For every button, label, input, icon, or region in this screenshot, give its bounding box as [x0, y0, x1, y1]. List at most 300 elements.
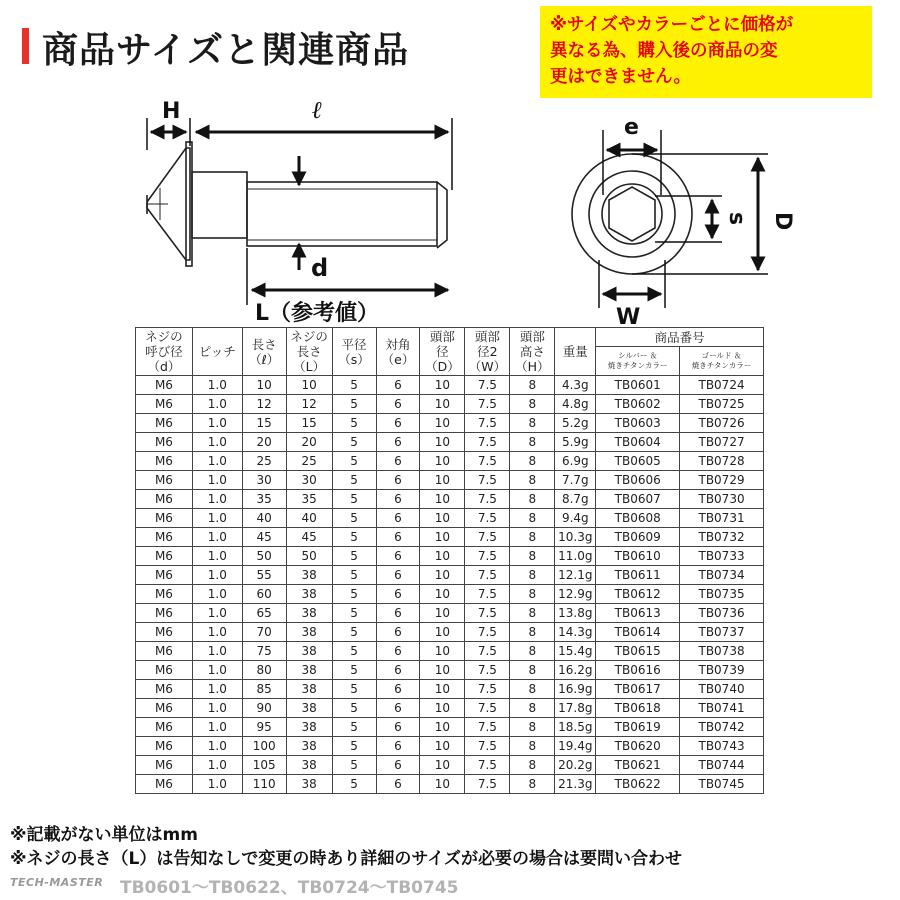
table-cell: 30 — [242, 471, 286, 490]
table-cell: 4.8g — [555, 395, 596, 414]
table-cell: 5 — [332, 718, 376, 737]
table-cell: 1.0 — [192, 623, 242, 642]
table-cell: 15 — [286, 414, 332, 433]
table-cell: 8 — [510, 395, 555, 414]
table-cell: 100 — [242, 737, 286, 756]
table-cell: 5.9g — [555, 433, 596, 452]
table-cell: 8 — [510, 623, 555, 642]
header-silver: シルバー ＆ 焼きチタンカラー — [596, 347, 680, 376]
table-cell: 6 — [376, 528, 420, 547]
table-cell: 5 — [332, 604, 376, 623]
label-H: H — [162, 99, 181, 124]
table-cell: 5 — [332, 509, 376, 528]
table-cell: 6 — [376, 737, 420, 756]
table-cell: TB0604 — [596, 433, 680, 452]
table-cell: TB0725 — [680, 395, 764, 414]
table-cell: TB0743 — [680, 737, 764, 756]
table-cell: M6 — [136, 718, 193, 737]
table-cell: 10 — [420, 737, 465, 756]
table-cell: 8 — [510, 680, 555, 699]
header-gold: ゴールド ＆ 焼きチタンカラー — [680, 347, 764, 376]
table-cell: 5 — [332, 395, 376, 414]
table-cell: TB0741 — [680, 699, 764, 718]
table-row — [136, 452, 764, 471]
table-cell: 1.0 — [192, 452, 242, 471]
table-cell: 1.0 — [192, 509, 242, 528]
table-cell: TB0619 — [596, 718, 680, 737]
table-cell: 38 — [286, 737, 332, 756]
table-cell: M6 — [136, 623, 193, 642]
table-cell: 7.7g — [555, 471, 596, 490]
table-cell: 6 — [376, 395, 420, 414]
table-cell: 1.0 — [192, 585, 242, 604]
table-row — [136, 775, 764, 794]
table-cell: 70 — [242, 623, 286, 642]
table-cell: 20.2g — [555, 756, 596, 775]
table-cell: 5 — [332, 414, 376, 433]
bolt-side-view — [147, 142, 447, 266]
table-cell: 8 — [510, 509, 555, 528]
table-cell: 5 — [332, 490, 376, 509]
table-cell: 6.9g — [555, 452, 596, 471]
table-cell: 45 — [286, 528, 332, 547]
table-cell: TB0737 — [680, 623, 764, 642]
table-cell: M6 — [136, 490, 193, 509]
price-notice — [540, 6, 872, 98]
table-cell: 38 — [286, 661, 332, 680]
table-cell: TB0607 — [596, 490, 680, 509]
table-cell: 38 — [286, 623, 332, 642]
table-cell: TB0730 — [680, 490, 764, 509]
table-cell: M6 — [136, 737, 193, 756]
table-cell: 10.3g — [555, 528, 596, 547]
table-cell: 5 — [332, 528, 376, 547]
notice-line-2: 異なる為、購入後の商品の変 — [550, 41, 778, 61]
table-cell: 5 — [332, 566, 376, 585]
table-cell: 6 — [376, 756, 420, 775]
table-row — [136, 566, 764, 585]
table-cell: 60 — [242, 585, 286, 604]
table-row — [136, 756, 764, 775]
table-cell: 40 — [286, 509, 332, 528]
table-cell: 6 — [376, 566, 420, 585]
table-cell: 8 — [510, 528, 555, 547]
header-head-d: 頭部 径 （D） — [420, 328, 465, 376]
table-cell: 1.0 — [192, 718, 242, 737]
table-cell: 7.5 — [465, 395, 510, 414]
table-cell: 30 — [286, 471, 332, 490]
table-cell: 10 — [420, 775, 465, 794]
table-cell: 18.5g — [555, 718, 596, 737]
table-cell: 8 — [510, 737, 555, 756]
table-cell: TB0740 — [680, 680, 764, 699]
table-cell: 45 — [242, 528, 286, 547]
table-cell: 7.5 — [465, 680, 510, 699]
table-row — [136, 509, 764, 528]
table-cell: 17.8g — [555, 699, 596, 718]
table-cell: 10 — [420, 642, 465, 661]
table-cell: 5 — [332, 623, 376, 642]
table-cell: 8 — [510, 376, 555, 395]
table-cell: 85 — [242, 680, 286, 699]
table-cell: 1.0 — [192, 528, 242, 547]
table-cell: 6 — [376, 623, 420, 642]
table-cell: 5 — [332, 433, 376, 452]
table-cell: TB0728 — [680, 452, 764, 471]
table-cell: 6 — [376, 490, 420, 509]
table-row — [136, 623, 764, 642]
table-cell: 7.5 — [465, 718, 510, 737]
table-cell: 1.0 — [192, 376, 242, 395]
table-cell: 10 — [420, 528, 465, 547]
table-cell: 38 — [286, 604, 332, 623]
table-cell: TB0724 — [680, 376, 764, 395]
table-cell: M6 — [136, 452, 193, 471]
table-cell: 10 — [420, 471, 465, 490]
table-cell: M6 — [136, 775, 193, 794]
header-corner: 対角 （e） — [376, 328, 420, 376]
table-cell: M6 — [136, 585, 193, 604]
label-e: e — [624, 115, 639, 140]
table-cell: TB0614 — [596, 623, 680, 642]
table-cell: 14.3g — [555, 623, 596, 642]
table-row — [136, 471, 764, 490]
table-cell: 8 — [510, 699, 555, 718]
table-cell: 7.5 — [465, 566, 510, 585]
table-cell: 8 — [510, 642, 555, 661]
table-cell: 95 — [242, 718, 286, 737]
table-cell: 8 — [510, 604, 555, 623]
table-cell: 35 — [286, 490, 332, 509]
table-cell: TB0738 — [680, 642, 764, 661]
footnote-units: ※記載がない単位はmm — [10, 825, 198, 845]
table-cell: M6 — [136, 414, 193, 433]
label-s: s — [724, 212, 749, 226]
table-cell: 10 — [420, 661, 465, 680]
table-cell: 8 — [510, 756, 555, 775]
table-cell: TB0735 — [680, 585, 764, 604]
table-cell: 35 — [242, 490, 286, 509]
table-cell: 19.4g — [555, 737, 596, 756]
table-cell: 25 — [242, 452, 286, 471]
table-cell: 6 — [376, 585, 420, 604]
table-cell: 55 — [242, 566, 286, 585]
table-cell: 12.1g — [555, 566, 596, 585]
table-cell: 10 — [420, 490, 465, 509]
footnote-thread-length: ※ネジの長さ（L）は告知なしで変更の時あり詳細のサイズが必要の場合は要問い合わせ — [10, 849, 682, 869]
table-cell: 12 — [242, 395, 286, 414]
table-cell: 16.2g — [555, 661, 596, 680]
table-cell: TB0612 — [596, 585, 680, 604]
table-cell: TB0609 — [596, 528, 680, 547]
table-cell: 10 — [420, 452, 465, 471]
table-cell: 10 — [420, 680, 465, 699]
label-D: D — [770, 212, 795, 231]
table-cell: 7.5 — [465, 471, 510, 490]
table-cell: 1.0 — [192, 756, 242, 775]
table-cell: TB0727 — [680, 433, 764, 452]
table-cell: M6 — [136, 433, 193, 452]
table-cell: M6 — [136, 395, 193, 414]
table-cell: 7.5 — [465, 376, 510, 395]
table-cell: TB0622 — [596, 775, 680, 794]
table-cell: 105 — [242, 756, 286, 775]
table-cell: TB0616 — [596, 661, 680, 680]
table-cell: TB0731 — [680, 509, 764, 528]
table-row — [136, 490, 764, 509]
table-cell: 5 — [332, 642, 376, 661]
table-cell: 6 — [376, 547, 420, 566]
table-cell: 1.0 — [192, 775, 242, 794]
table-cell: 38 — [286, 699, 332, 718]
label-d: d — [311, 254, 329, 282]
table-cell: 1.0 — [192, 414, 242, 433]
table-cell: 1.0 — [192, 471, 242, 490]
header-length: 長さ （ℓ） — [242, 328, 286, 376]
table-cell: TB0733 — [680, 547, 764, 566]
bolt-end-view — [572, 154, 692, 274]
table-cell: 12.9g — [555, 585, 596, 604]
table-cell: 7.5 — [465, 490, 510, 509]
table-cell: 1.0 — [192, 547, 242, 566]
table-cell: 10 — [286, 376, 332, 395]
header-head-h: 頭部 高さ （H） — [510, 328, 555, 376]
table-cell: 5 — [332, 699, 376, 718]
table-cell: 8 — [510, 661, 555, 680]
table-cell: TB0605 — [596, 452, 680, 471]
table-cell: 12 — [286, 395, 332, 414]
table-cell: 6 — [376, 376, 420, 395]
spec-table — [135, 327, 764, 794]
table-cell: M6 — [136, 547, 193, 566]
table-cell: 7.5 — [465, 661, 510, 680]
table-cell: 10 — [420, 395, 465, 414]
table-cell: 8 — [510, 775, 555, 794]
table-cell: 50 — [242, 547, 286, 566]
table-cell: 16.9g — [555, 680, 596, 699]
table-cell: 50 — [286, 547, 332, 566]
table-row — [136, 376, 764, 395]
table-cell: TB0745 — [680, 775, 764, 794]
table-cell: 1.0 — [192, 433, 242, 452]
table-cell: 5 — [332, 775, 376, 794]
table-cell: 10 — [420, 566, 465, 585]
label-L: L（参考値） — [255, 301, 380, 326]
table-cell: TB0610 — [596, 547, 680, 566]
table-cell: 7.5 — [465, 699, 510, 718]
table-cell: 21.3g — [555, 775, 596, 794]
table-cell: 6 — [376, 471, 420, 490]
table-cell: 10 — [420, 414, 465, 433]
table-cell: 38 — [286, 585, 332, 604]
table-cell: 10 — [420, 718, 465, 737]
table-cell: 8 — [510, 433, 555, 452]
table-cell: 1.0 — [192, 699, 242, 718]
table-cell: 8 — [510, 452, 555, 471]
table-cell: 1.0 — [192, 566, 242, 585]
table-cell: 38 — [286, 718, 332, 737]
table-cell: 5 — [332, 737, 376, 756]
table-cell: 1.0 — [192, 680, 242, 699]
table-cell: 5 — [332, 452, 376, 471]
notice-line-1: ※サイズやカラーごとに価格が — [550, 15, 794, 35]
table-cell: TB0611 — [596, 566, 680, 585]
table-row — [136, 585, 764, 604]
table-cell: 6 — [376, 433, 420, 452]
header-thread-length: ネジの 長さ （L） — [286, 328, 332, 376]
table-cell: TB0621 — [596, 756, 680, 775]
table-cell: M6 — [136, 661, 193, 680]
table-cell: TB0602 — [596, 395, 680, 414]
table-row — [136, 642, 764, 661]
table-cell: 5 — [332, 680, 376, 699]
header-weight: 重量 — [555, 328, 596, 376]
table-cell: 10 — [242, 376, 286, 395]
table-cell: 7.5 — [465, 509, 510, 528]
table-cell: TB0732 — [680, 528, 764, 547]
table-row — [136, 528, 764, 547]
header-flat: 平径 （s） — [332, 328, 376, 376]
table-cell: TB0608 — [596, 509, 680, 528]
table-cell: M6 — [136, 471, 193, 490]
table-cell: M6 — [136, 376, 193, 395]
table-cell: TB0729 — [680, 471, 764, 490]
table-cell: 6 — [376, 414, 420, 433]
table-row — [136, 737, 764, 756]
table-cell: 9.4g — [555, 509, 596, 528]
table-cell: 65 — [242, 604, 286, 623]
notice-line-3: 更はできません。 — [550, 67, 692, 87]
table-cell: TB0744 — [680, 756, 764, 775]
table-cell: TB0618 — [596, 699, 680, 718]
header-nominal: ネジの 呼び径 （d） — [136, 328, 193, 376]
table-cell: 10 — [420, 623, 465, 642]
table-cell: TB0734 — [680, 566, 764, 585]
table-row — [136, 604, 764, 623]
header-product-no: 商品番号 — [596, 328, 764, 347]
table-cell: M6 — [136, 528, 193, 547]
table-cell: TB0726 — [680, 414, 764, 433]
table-cell: TB0742 — [680, 718, 764, 737]
bolt-dimension-diagram — [0, 90, 900, 330]
table-cell: 15 — [242, 414, 286, 433]
table-row — [136, 699, 764, 718]
table-cell: 90 — [242, 699, 286, 718]
table-cell: 6 — [376, 509, 420, 528]
table-cell: 7.5 — [465, 547, 510, 566]
table-cell: 25 — [286, 452, 332, 471]
table-cell: 5 — [332, 756, 376, 775]
table-cell: 6 — [376, 452, 420, 471]
table-cell: 8 — [510, 585, 555, 604]
table-row — [136, 661, 764, 680]
table-cell: 8 — [510, 547, 555, 566]
table-cell: 11.0g — [555, 547, 596, 566]
table-cell: 6 — [376, 604, 420, 623]
label-l: ℓ — [312, 95, 323, 124]
table-cell: 7.5 — [465, 585, 510, 604]
table-cell: 75 — [242, 642, 286, 661]
table-cell: TB0615 — [596, 642, 680, 661]
product-code-range: TB0601～TB0622、TB0724～TB0745 — [120, 878, 459, 898]
table-cell: 10 — [420, 433, 465, 452]
table-cell: M6 — [136, 699, 193, 718]
table-cell: M6 — [136, 642, 193, 661]
table-cell: 10 — [420, 376, 465, 395]
table-cell: 10 — [420, 604, 465, 623]
table-row — [136, 547, 764, 566]
table-cell: 1.0 — [192, 490, 242, 509]
table-row — [136, 718, 764, 737]
table-cell: 6 — [376, 680, 420, 699]
table-cell: 13.8g — [555, 604, 596, 623]
table-cell: TB0601 — [596, 376, 680, 395]
table-cell: 1.0 — [192, 642, 242, 661]
table-cell: 10 — [420, 585, 465, 604]
table-cell: TB0617 — [596, 680, 680, 699]
header-head-w: 頭部 径2 （W） — [465, 328, 510, 376]
table-cell: M6 — [136, 680, 193, 699]
table-body — [136, 376, 764, 794]
table-cell: TB0739 — [680, 661, 764, 680]
table-cell: 7.5 — [465, 414, 510, 433]
table-cell: M6 — [136, 604, 193, 623]
table-cell: M6 — [136, 566, 193, 585]
table-cell: 1.0 — [192, 395, 242, 414]
table-cell: 38 — [286, 566, 332, 585]
table-cell: 8.7g — [555, 490, 596, 509]
table-row — [136, 414, 764, 433]
brand-logo: TECH-MASTER — [10, 876, 104, 889]
table-cell: 1.0 — [192, 604, 242, 623]
table-header-row — [136, 328, 764, 347]
table-cell: 5 — [332, 661, 376, 680]
table-cell: 20 — [286, 433, 332, 452]
table-cell: 38 — [286, 642, 332, 661]
header-pitch: ピッチ — [192, 328, 242, 376]
table-cell: TB0736 — [680, 604, 764, 623]
table-cell: 7.5 — [465, 775, 510, 794]
table-cell: M6 — [136, 509, 193, 528]
table-cell: 10 — [420, 547, 465, 566]
table-cell: 6 — [376, 699, 420, 718]
table-cell: 6 — [376, 775, 420, 794]
table-cell: 4.3g — [555, 376, 596, 395]
table-cell: 5 — [332, 471, 376, 490]
table-cell: 5 — [332, 376, 376, 395]
table-cell: TB0620 — [596, 737, 680, 756]
table-cell: 6 — [376, 718, 420, 737]
label-W: W — [616, 305, 641, 330]
table-cell: 8 — [510, 414, 555, 433]
table-cell: TB0613 — [596, 604, 680, 623]
table-cell: 8 — [510, 718, 555, 737]
table-cell: M6 — [136, 756, 193, 775]
table-row — [136, 395, 764, 414]
table-cell: 5.2g — [555, 414, 596, 433]
table-cell: 6 — [376, 661, 420, 680]
table-cell: 40 — [242, 509, 286, 528]
table-cell: 38 — [286, 680, 332, 699]
table-cell: 7.5 — [465, 623, 510, 642]
table-row — [136, 680, 764, 699]
table-cell: 8 — [510, 566, 555, 585]
table-cell: 38 — [286, 756, 332, 775]
table-cell: 7.5 — [465, 433, 510, 452]
table-cell: TB0603 — [596, 414, 680, 433]
table-cell: 110 — [242, 775, 286, 794]
table-cell: 8 — [510, 490, 555, 509]
